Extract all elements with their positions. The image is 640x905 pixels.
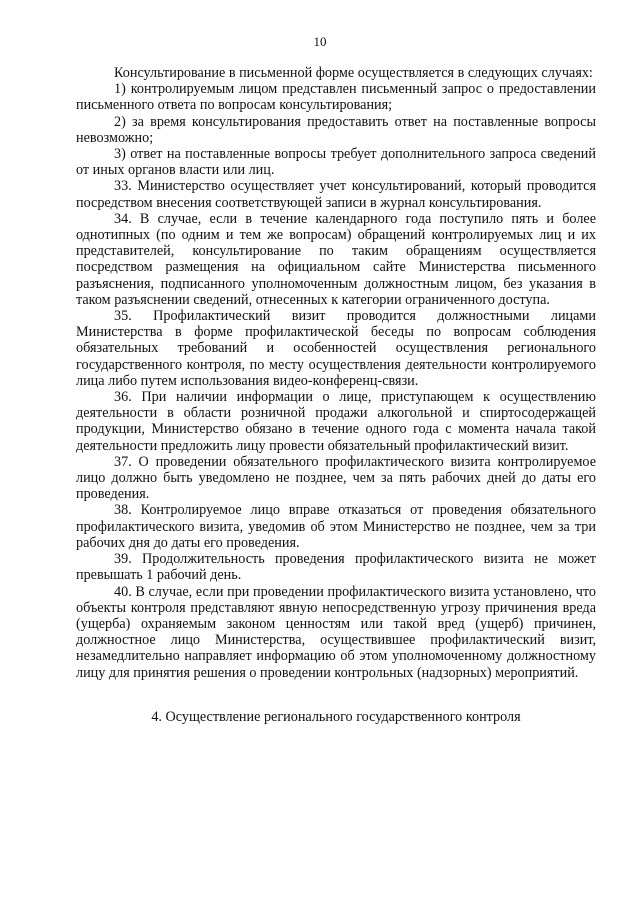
section-heading: 4. Осуществление регионального государственного контроля: [151, 708, 521, 725]
clause-37: 37. О проведении обязательного профилактического визита контролируемое лицо должно быть уведомлено не позднее, чем за пять рабочих дней до даты его проведения.: [76, 453, 596, 503]
clause-39: 39. Продолжительность проведения профилактического визита не может превышать 1 рабочий день.: [76, 551, 596, 584]
clause-36: 36. При наличии информации о лице, приступающем к осуществлению деятельности в области розничной продажи алкогольной и спиртосодержащей продукции, Министерство обязано в течение одного года с момента начала такой деятельности предложить лицу провести обязательный профилактический визит.: [76, 389, 596, 454]
clause-34: 34. В случае, если в течение календарного года поступило пять и более однотипных (по одним и тем же вопросам) обращений контролируемых лиц и их представителей, консультирование по таким обращениям осуществляется посредством размещения на официальном сайте Министерства письменного разъяснения, подписанного уполномоченным должностным лицом, без указания в таком разъяснении сведений, отнесенных к категории ограниченного доступа.: [76, 210, 596, 308]
list-item-2: 2) за время консультирования предоставить ответ на поставленные вопросы невозможно;: [76, 113, 596, 146]
list-item-1: 1) контролируемым лицом представлен письменный запрос о предоставлении письменного ответа по вопросам консультирования;: [76, 81, 596, 114]
clause-40: 40. В случае, если при проведении профилактического визита установлено, что объекты контроля представляют явную непосредственную угрозу причинения вреда (ущерба) охраняемым законом ценностям или такой вред (ущерб) причинен, должностное лицо Министерства, осуществившее профилактический визит, незамедлительно направляет информацию об этом уполномоченному должностному лицу для принятия решения о проведении контрольных (надзорных) мероприятий.: [76, 583, 596, 681]
list-item-3: 3) ответ на поставленные вопросы требует дополнительного запроса сведений от иных органов власти или лиц.: [76, 146, 596, 179]
clause-38: 38. Контролируемое лицо вправе отказаться от проведения обязательного профилактического визита, уведомив об этом Министерство не позднее, чем за три рабочих дня до даты его проведения.: [76, 502, 596, 551]
paragraph-intro: Консультирование в письменной форме осуществляется в следующих случаях:: [114, 65, 593, 81]
clause-33: 33. Министерство осуществляет учет консультирований, который проводится посредством внесения соответствующей записи в журнал консультирования.: [76, 178, 596, 211]
page-number: 10: [313, 34, 327, 49]
document-body: [76, 65, 596, 725]
clause-35: 35. Профилактический визит проводится должностными лицами Министерства в форме профилактической беседы по вопросам соблюдения обязательных требований и особенностей осуществления регионального государственного контроля, по месту осуществления деятельности контролируемого лица либо путем использования видео-конференц-связи.: [76, 308, 596, 389]
